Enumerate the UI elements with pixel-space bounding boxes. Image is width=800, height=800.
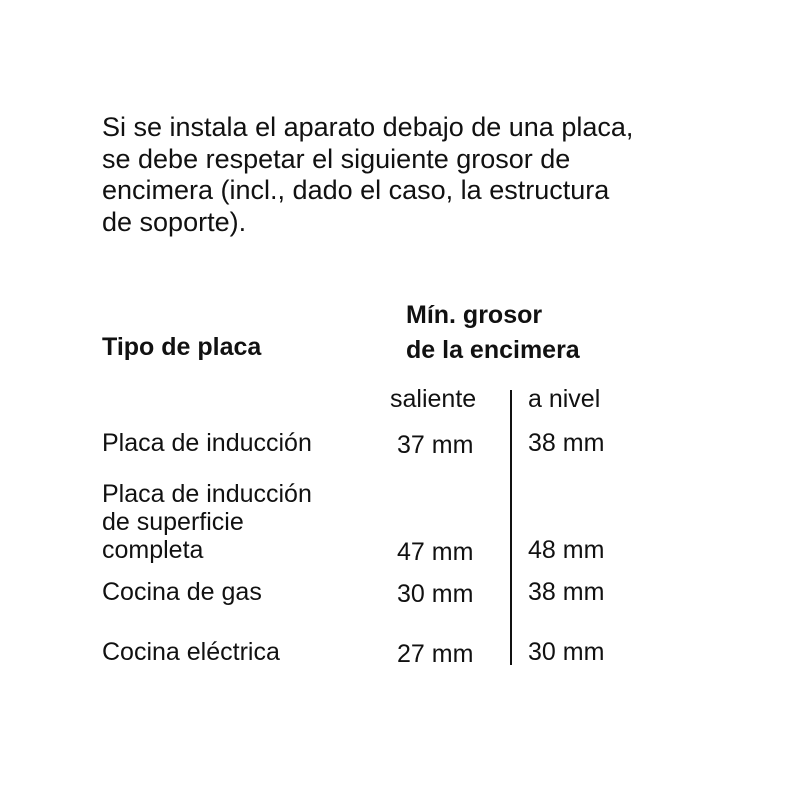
intro-line: encimera (incl., dado el caso, la estructura: [102, 175, 610, 205]
intro-paragraph: [102, 112, 742, 238]
row-label-line: Cocina de gas: [102, 578, 262, 606]
intro-line: de soporte).: [102, 206, 247, 237]
header-min-line: de la encimera: [406, 336, 580, 364]
subheader-a-nivel: a nivel: [528, 385, 601, 413]
row-label-line: Cocina eléctrica: [102, 638, 280, 666]
header-tipo-de-placa: Tipo de placa: [102, 333, 262, 361]
header-min-grosor: [406, 298, 666, 368]
row-label-cocina-gas: [102, 578, 392, 606]
value-a-nivel: 30 mm: [528, 638, 605, 666]
intro-line: Si se instala el aparato debajo de una placa,: [102, 112, 634, 142]
row-label-line: Placa de inducción: [102, 429, 312, 457]
header-min-line: Mín. grosor: [406, 301, 543, 329]
row-label-line: de superficie: [102, 508, 244, 536]
value-saliente: 47 mm: [397, 538, 474, 566]
intro-line: se debe respetar el siguiente grosor de: [102, 143, 571, 174]
row-label-line: Placa de inducción: [102, 480, 312, 508]
value-saliente: 37 mm: [397, 431, 474, 459]
row-label-cocina-electrica: [102, 638, 392, 666]
row-label-placa-induccion-superficie: [102, 480, 392, 564]
value-a-nivel: 48 mm: [528, 536, 605, 564]
value-saliente: 30 mm: [397, 580, 474, 608]
column-divider: [510, 390, 512, 665]
value-saliente: 27 mm: [397, 640, 474, 668]
row-label-placa-induccion: [102, 429, 392, 457]
value-a-nivel: 38 mm: [528, 578, 605, 606]
row-label-line: completa: [102, 536, 204, 564]
value-a-nivel: 38 mm: [528, 429, 605, 457]
subheader-saliente: saliente: [390, 385, 477, 413]
